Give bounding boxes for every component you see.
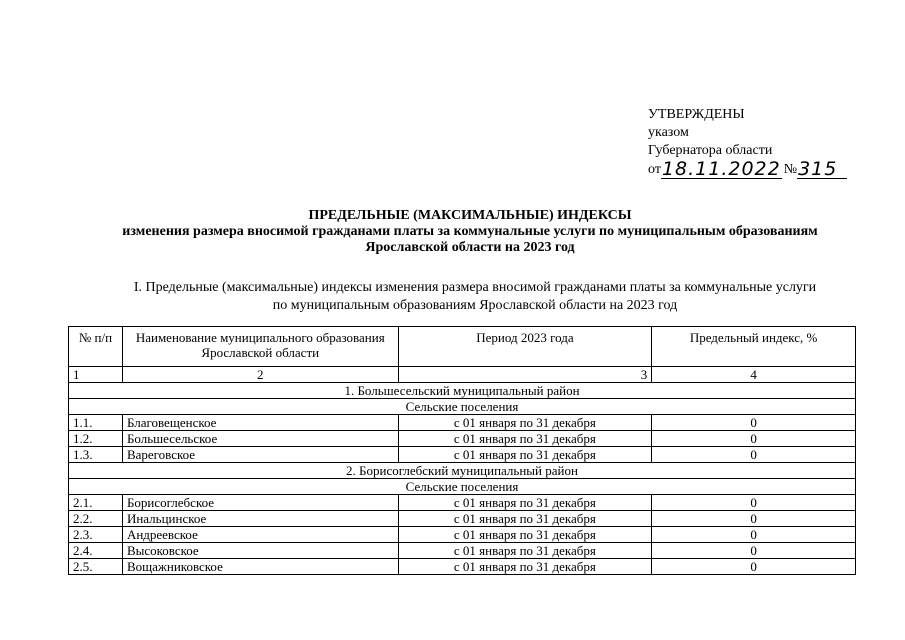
row-name: Большесельское [122, 431, 398, 447]
district-row [69, 383, 856, 399]
section-line-1: I. Предельные (максимальные) индексы изменения размера вносимой гражданами платы за коммунальные услуги [133, 280, 817, 295]
table-row [69, 447, 856, 463]
header-no: № п/п [69, 327, 123, 367]
row-period: с 01 января по 31 декабря [398, 559, 652, 575]
approval-block [648, 106, 847, 179]
row-index: 0 [652, 559, 856, 575]
section-line-2: по муниципальным образованиям Ярославской области на 2023 год [272, 298, 678, 313]
row-index: 0 [652, 543, 856, 559]
table-row [69, 559, 856, 575]
row-period: с 01 января по 31 декабря [398, 415, 652, 431]
title-line-3: Ярославской области на 2023 год [365, 240, 575, 255]
handwritten-number: 315 [797, 160, 847, 179]
header-period: Период 2023 года [398, 327, 652, 367]
title-line-2: изменения размера вносимой гражданами платы за коммунальные услуги по муниципальным образованиям [122, 224, 818, 239]
row-no: 1.2. [69, 431, 123, 447]
title-line-1: ПРЕДЕЛЬНЫЕ (МАКСИМАЛЬНЫЕ) ИНДЕКСЫ [308, 208, 632, 223]
row-no: 2.4. [69, 543, 123, 559]
subgroup-name: Сельские поселения [69, 399, 856, 415]
row-name: Андреевское [122, 527, 398, 543]
row-index: 0 [652, 527, 856, 543]
col-number: 1 [69, 367, 123, 383]
row-name: Инальцинское [122, 511, 398, 527]
row-period: с 01 января по 31 декабря [398, 447, 652, 463]
row-index: 0 [652, 415, 856, 431]
col-number: 3 [398, 367, 652, 383]
district-name: 1. Большесельский муниципальный район [69, 383, 856, 399]
section-heading [60, 279, 890, 315]
from-label: от [648, 162, 661, 177]
table-header-row [69, 327, 856, 367]
table-row [69, 415, 856, 431]
handwritten-date: 18.11.2022 [661, 158, 781, 180]
decree-label: указом [648, 125, 689, 140]
row-index: 0 [652, 431, 856, 447]
subgroup-row [69, 399, 856, 415]
row-index: 0 [652, 447, 856, 463]
table-row [69, 543, 856, 559]
row-no: 2.1. [69, 495, 123, 511]
indices-table [68, 326, 856, 575]
row-no: 1.3. [69, 447, 123, 463]
row-name: Борисоглебское [122, 495, 398, 511]
row-name: Вареговское [122, 447, 398, 463]
row-name: Вощажниковское [122, 559, 398, 575]
table-row [69, 511, 856, 527]
header-index: Предельный индекс, % [652, 327, 856, 367]
table-row [69, 495, 856, 511]
decree-date-number [648, 160, 847, 179]
governor-label: Губернатора области [648, 143, 773, 158]
table-row [69, 527, 856, 543]
row-period: с 01 января по 31 декабря [398, 495, 652, 511]
row-period: с 01 января по 31 декабря [398, 431, 652, 447]
col-number: 2 [122, 367, 398, 383]
number-sign: № [783, 162, 798, 177]
subgroup-row [69, 479, 856, 495]
col-number: 4 [652, 367, 856, 383]
row-no: 2.5. [69, 559, 123, 575]
row-no: 2.2. [69, 511, 123, 527]
row-period: с 01 января по 31 декабря [398, 527, 652, 543]
header-name: Наименование муниципального образования Ярославской области [122, 327, 398, 367]
subgroup-name: Сельские поселения [69, 479, 856, 495]
row-period: с 01 января по 31 декабря [398, 543, 652, 559]
row-index: 0 [652, 511, 856, 527]
row-period: с 01 января по 31 декабря [398, 511, 652, 527]
row-no: 1.1. [69, 415, 123, 431]
row-name: Высоковское [122, 543, 398, 559]
approved-label: УТВЕРЖДЕНЫ [648, 107, 745, 122]
table-row [69, 431, 856, 447]
district-row [69, 463, 856, 479]
column-number-row [69, 367, 856, 383]
document-title [40, 208, 900, 256]
district-name: 2. Борисоглебский муниципальный район [69, 463, 856, 479]
row-index: 0 [652, 495, 856, 511]
row-name: Благовещенское [122, 415, 398, 431]
row-no: 2.3. [69, 527, 123, 543]
